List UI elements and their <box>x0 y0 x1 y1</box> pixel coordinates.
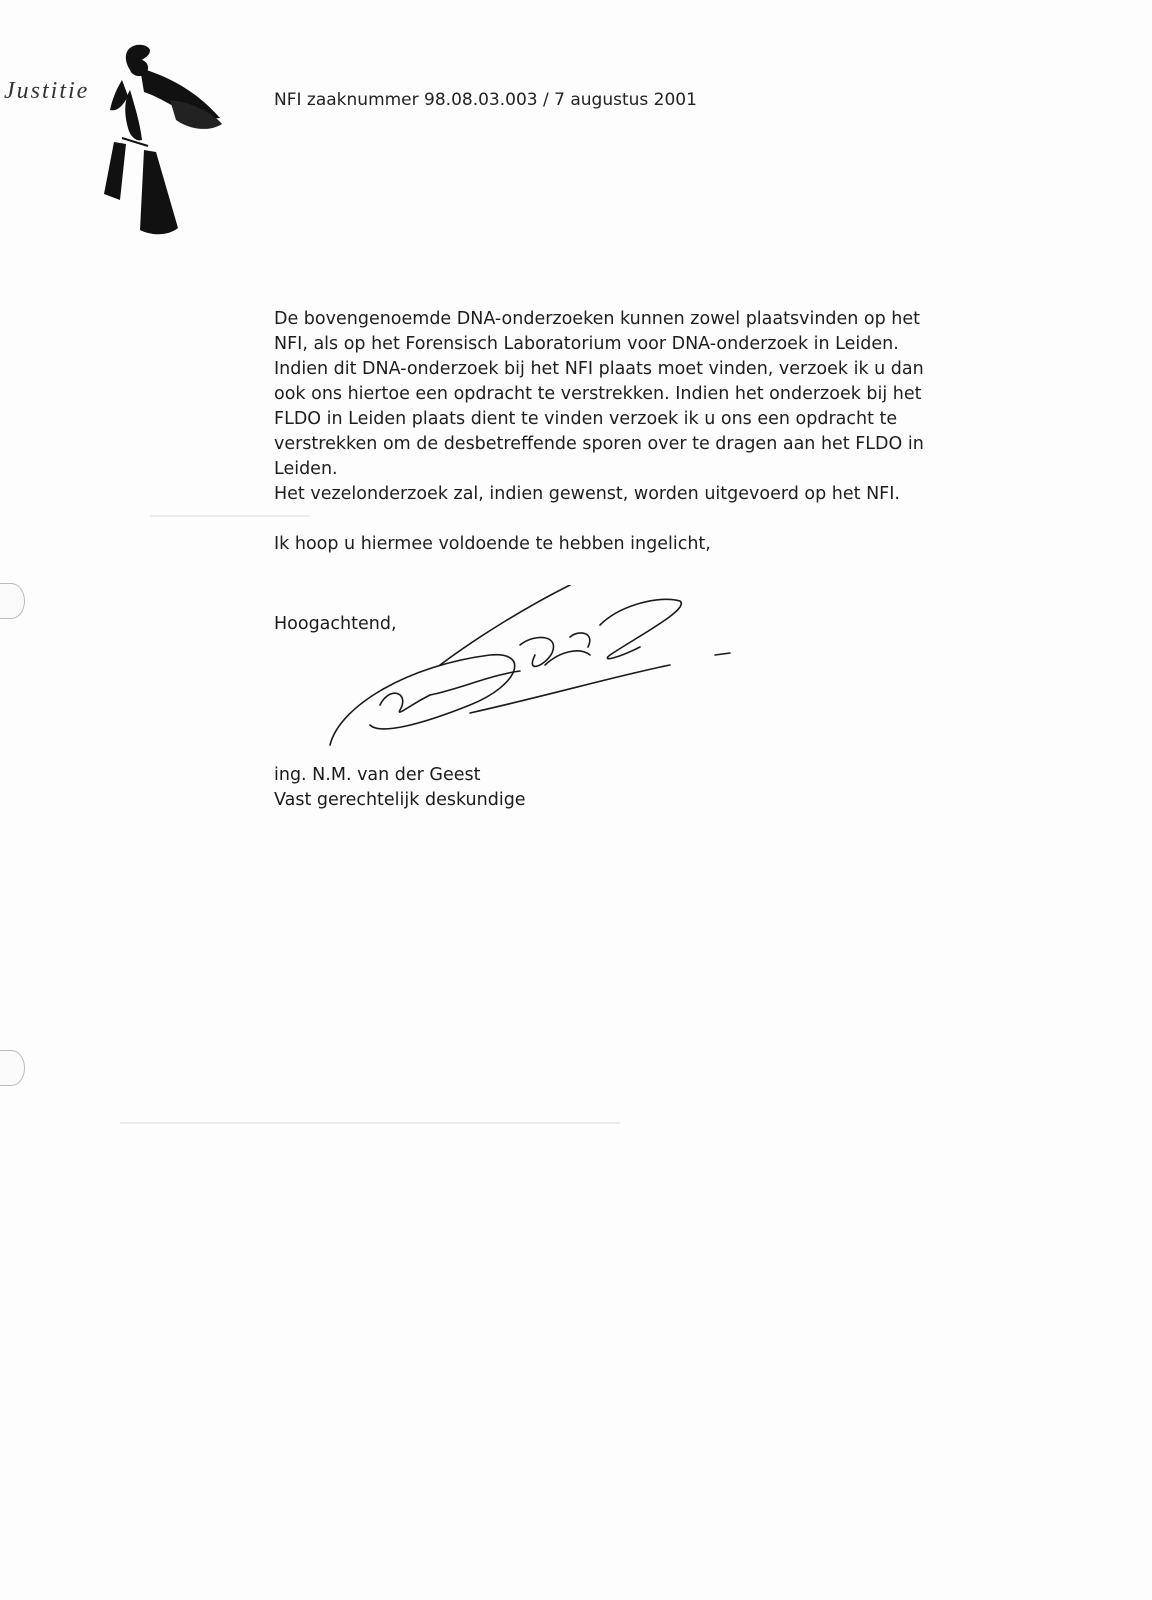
body-line: ook ons hiertoe een opdracht te verstrekken. Indien het onderzoek bij het <box>274 384 922 404</box>
letter-body <box>274 307 974 557</box>
paragraph-gap <box>274 507 974 532</box>
body-line: FLDO in Leiden plaats dient te vinden verzoek ik u ons een opdracht te <box>274 409 898 429</box>
body-line: De bovengenoemde DNA-onderzoeken kunnen zowel plaatsvinden op het <box>274 309 921 329</box>
body-line: Indien dit DNA-onderzoek bij het NFI plaats moet vinden, verzoek ik u dan <box>274 359 924 379</box>
justitia-logo-icon <box>100 40 230 240</box>
scan-smudge <box>120 1122 620 1124</box>
signatory-block <box>274 763 526 813</box>
handwritten-signature <box>320 585 760 765</box>
closing-sentence: Ik hoop u hiermee voldoende te hebben ingelicht, <box>274 534 711 554</box>
body-line: NFI, als op het Forensisch Laboratorium voor DNA-onderzoek in Leiden. <box>274 334 899 354</box>
case-reference: NFI zaaknummer 98.08.03.003 / 7 augustus 2001 <box>274 90 697 110</box>
body-line: Het vezelonderzoek zal, indien gewenst, worden uitgevoerd op het NFI. <box>274 484 900 504</box>
signatory-title: Vast gerechtelijk deskundige <box>274 790 526 810</box>
body-line: verstrekken om de desbetreffende sporen over te dragen aan het FLDO in <box>274 434 924 454</box>
salutation: Hoogachtend, <box>274 614 397 634</box>
body-line: Leiden. <box>274 459 338 479</box>
punch-hole-top <box>0 583 25 619</box>
signatory-name: ing. N.M. van der Geest <box>274 765 481 785</box>
logo-text: Justitie <box>4 78 90 104</box>
punch-hole-bottom <box>0 1050 25 1086</box>
